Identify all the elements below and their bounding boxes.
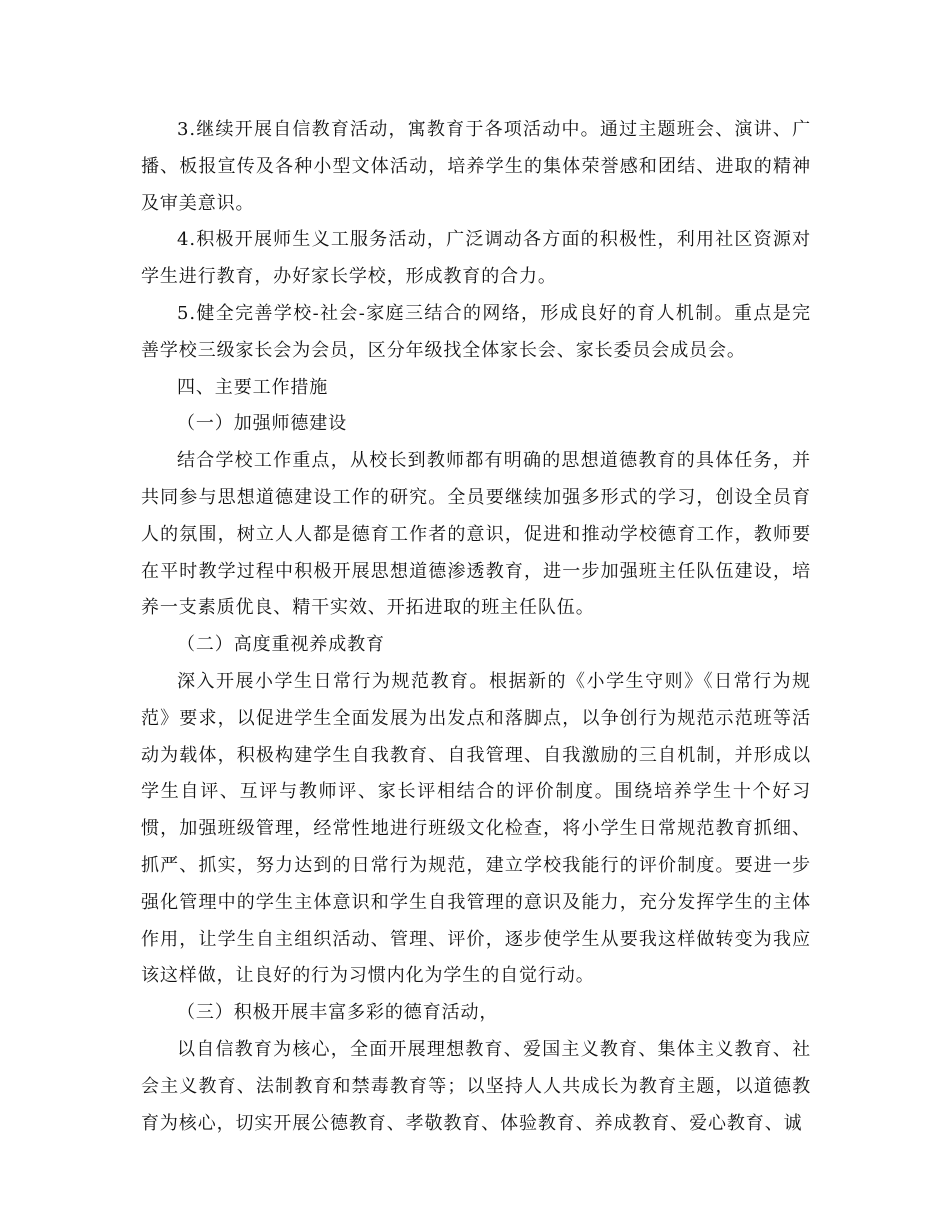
paragraph-moral-activities: 以自信教育为核心，全面开展理想教育、爱国主义教育、集体主义教育、社会主义教育、法制教育和禁毒教育等；以坚持人人共成长为教育主题，以道德教育为核心，切实开展公德教育、孝敬教育、体验教育、养成教育、爱心教育、诚 bbox=[141, 1038, 811, 1134]
document-body bbox=[141, 112, 811, 1142]
paragraph-habit-education: 深入开展小学生日常行为规范教育。根据新的《小学生守则》《日常行为规范》要求，以促进学生全面发展为出发点和落脚点，以争创行为规范示范班等活动为载体，积极构建学生自我教育、自我管理、自我激励的三自机制，并形成以学生自评、互评与教师评、家长评相结合的评价制度。围绕培养学生十个好习惯，加强班级管理，经常性地进行班级文化检查，将小学生日常规范教育抓细、抓严、抓实，努力达到的日常行为规范，建立学校我能行的评价制度。要进一步强化管理中的学生主体意识和学生自我管理的意识及能力，充分发挥学生的主体作用，让学生自主组织活动、管理、评价，逐步使学生从要我这样做转变为我应该这样做，让良好的行为习惯内化为学生的自觉行动。 bbox=[141, 670, 811, 987]
paragraph-item-5: 5.健全完善学校-社会-家庭三结合的网络，形成良好的育人机制。重点是完善学校三级家长会为会员，区分年级找全体家长会、家长委员会成员会。 bbox=[141, 302, 811, 361]
paragraph-item-4: 4.积极开展师生义工服务活动，广泛调动各方面的积极性，利用社区资源对学生进行教育，办好家长学校，形成教育的合力。 bbox=[141, 229, 811, 288]
subheading-moral-activities: （三）积极开展丰富多彩的德育活动， bbox=[177, 1002, 499, 1024]
section-heading-main-measures: 四、主要工作措施 bbox=[177, 376, 329, 398]
subheading-teacher-ethics: （一）加强师德建设 bbox=[177, 413, 348, 435]
paragraph-item-3: 3.继续开展自信教育活动，寓教育于各项活动中。通过主题班会、演讲、广播、板报宣传及各种小型文体活动，培养学生的集体荣誉感和团结、进取的精神及审美意识。 bbox=[141, 119, 811, 214]
subheading-habit-education: （二）高度重视养成教育 bbox=[177, 634, 385, 656]
paragraph-teacher-ethics: 结合学校工作重点，从校长到教师都有明确的思想道德教育的具体任务，并共同参与思想道德建设工作的研究。全员要继续加强多形式的学习，创设全员育人的氛围，树立人人都是德育工作者的意识，促进和推动学校德育工作，教师要在平时教学过程中积极开展思想道德渗透教育，进一步加强班主任队伍建设，培养一支素质优良、精干实效、开拓进取的班主任队伍。 bbox=[141, 450, 811, 619]
